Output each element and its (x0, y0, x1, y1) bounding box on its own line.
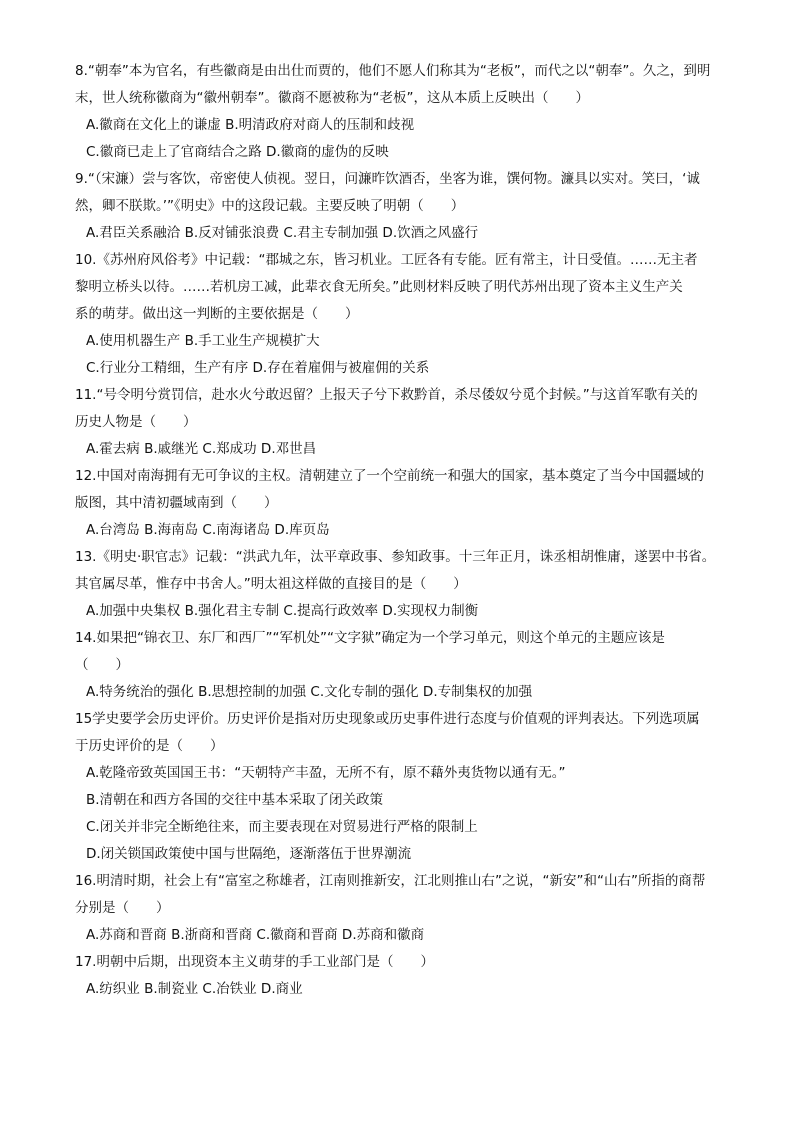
question-text-line: 16.明清时期，社会上有“富室之称雄者，江南则推新安，江北则推山右”之说，“新安”和“山右”所指的商帮 (75, 873, 706, 889)
answer-options-line: A.特务统治的强化 B.思想控制的加强 C.文化专制的强化 D.专制集权的加强 (86, 684, 533, 700)
question-text-line: 分别是（ ） (75, 900, 170, 916)
question-text-line: 8.“朝奉”本为官名，有些徽商是由出仕而贾的，他们不愿人们称其为“老板”，而代之以“朝奉”。久之，到明 (75, 63, 711, 79)
question-text-line: 17.明朝中后期，出现资本主义萌芽的手工业部门是（ ） (75, 954, 434, 970)
question-text-line: 15学史要学会历史评价。历史评价是指对历史现象或历史事件进行态度与价值观的评判表达。下列选项属 (75, 711, 700, 727)
answer-options-line: A.乾隆帝致英国国王书：“天朝特产丰盈，无所不有，原不藉外夷货物以通有无。” (86, 765, 566, 781)
question-text-line: 版图，其中清初疆域南到（ ） (75, 495, 278, 511)
question-text-line: 末，世人统称徽商为“徽州朝奉”。徽商不愿被称为“老板”，这从本质上反映出（ ） (75, 90, 589, 106)
question-text-line: 14.如果把“锦衣卫、东厂和西厂”“军机处”“文字狱”确定为一个学习单元，则这个单元的主题应该是 (75, 630, 665, 646)
answer-options-line: B.清朝在和西方各国的交往中基本采取了闭关政策 (86, 792, 384, 808)
question-text-line: 10.《苏州府风俗考》中记载：“郡城之东，皆习机业。工匠各有专能。匠有常主，计日受值。……无主者 (75, 252, 698, 268)
answer-options-line: C.徽商已走上了官商结合之路 D.徽商的虚伪的反映 (86, 144, 389, 160)
answer-options-line: D.闭关锁国政策使中国与世隔绝，逐渐落伍于世界潮流 (86, 846, 412, 862)
question-text-line: 13.《明史·职官志》记载：“洪武九年，汰平章政事、参知政事。十三年正月，诛丞相胡惟庸，遂罢中书省。 (75, 549, 716, 565)
answer-options-line: A.君臣关系融洽 B.反对铺张浪费 C.君主专制加强 D.饮酒之风盛行 (86, 225, 479, 241)
question-text-line: 于历史评价的是（ ） (75, 738, 224, 754)
question-text-line: 其官属尽革，惟存中书舍人。”明太祖这样做的直接目的是（ ） (75, 576, 467, 592)
question-text-line: 9.“（宋濂）尝与客饮，帝密使人侦视。翌日，问濂昨饮酒否，坐客为谁，馔何物。濂具以实对。笑曰，‘诚 (75, 171, 700, 187)
answer-options-line: A.徽商在文化上的谦虚 B.明清政府对商人的压制和歧视 (86, 117, 415, 133)
answer-options-line: A.苏商和晋商 B.浙商和晋商 C.徽商和晋商 D.苏商和徽商 (86, 927, 425, 943)
question-text-line: 系的萌芽。做出这一判断的主要依据是（ ） (75, 306, 359, 322)
answer-options-line: A.纺织业 B.制瓷业 C.冶铁业 D.商业 (86, 981, 303, 997)
question-text-line: 11.“号令明兮赏罚信，赴水火兮敢迟留？上报天子兮下救黔首，杀尽倭奴兮觅个封候。”与这首军歌有关的 (75, 387, 698, 403)
answer-options-line: A.加强中央集权 B.强化君主专制 C.提高行政效率 D.实现权力制衡 (86, 603, 479, 619)
question-text-line: （ ） (75, 657, 129, 673)
question-text-line: 12.中国对南海拥有无可争议的主权。清朝建立了一个空前统一和强大的国家，基本奠定了当今中国疆域的 (75, 468, 704, 484)
answer-options-line: C.行业分工精细，生产有序 D.存在着雇佣与被雇佣的关系 (86, 360, 430, 376)
question-text-line: 黎明立桥头以待。……若机房工减，此辈衣食无所矣。”此则材料反映了明代苏州出现了资本主义生产关 (75, 279, 683, 295)
question-text-line: 然，卿不朕欺。’”《明史》中的这段记载。主要反映了明朝（ ） (75, 198, 465, 214)
question-text-line: 历史人物是（ ） (75, 414, 197, 430)
answer-options-line: C.闭关并非完全断绝往来，而主要表现在对贸易进行严格的限制上 (86, 819, 478, 835)
answer-options-line: A.霍去病 B.戚继光 C.郑成功 D.邓世昌 (86, 441, 317, 457)
answer-options-line: A.使用机器生产 B.手工业生产规模扩大 (86, 333, 320, 349)
answer-options-line: A.台湾岛 B.海南岛 C.南海诸岛 D.库页岛 (86, 522, 330, 538)
